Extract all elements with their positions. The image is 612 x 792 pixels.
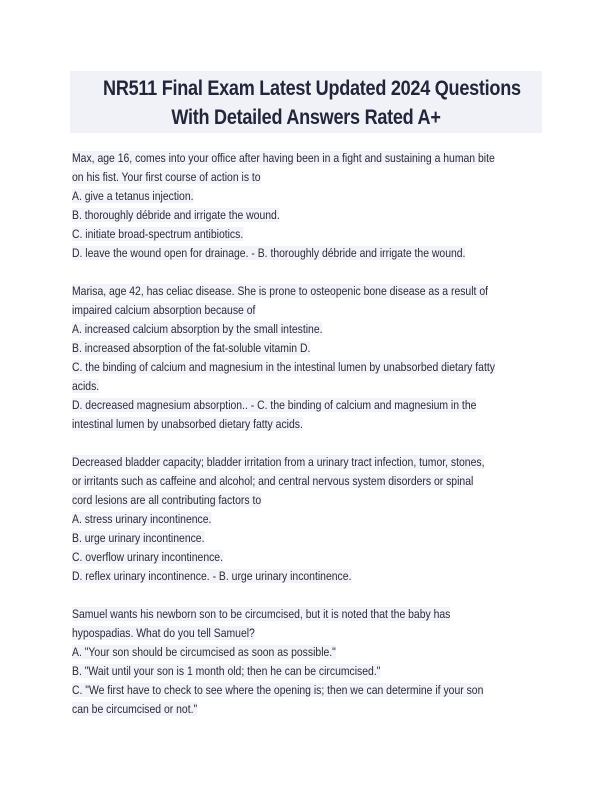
answer-option: D. decreased magnesium absorption.. - C. the binding of calcium and magnesium in the [72,398,477,412]
answer-option: acids. [72,379,100,393]
document-body [72,149,542,738]
text-line: Samuel wants his newborn son to be circumcised, but it is noted that the baby has [72,607,451,621]
text-line: impaired calcium absorption because of [72,303,256,317]
answer-option: D. reflex urinary incontinence. - B. urge urinary incontinence. [72,569,352,583]
answer-option: intestinal lumen by unabsorbed dietary fatty acids. [72,417,303,431]
text-line: Decreased bladder capacity; bladder irritation from a urinary tract infection, tumor, stones, [72,455,485,469]
text-line: Marisa, age 42, has celiac disease. She is prone to osteopenic bone disease as a result of [72,284,489,298]
answer-option: C. overflow urinary incontinence. [72,550,223,564]
answer-option: A. give a tetanus injection. [72,189,194,203]
answer-option: C. the binding of calcium and magnesium in the intestinal lumen by unabsorbed dietary fatty [72,360,495,374]
answer-option: B. urge urinary incontinence. [72,531,205,545]
answer-option: B. thoroughly débride and irrigate the wound. [72,208,280,222]
title-line-2: With Detailed Answers Rated A+ [171,106,441,129]
question-block [72,149,542,263]
text-line: hypospadias. What do you tell Samuel? [72,626,255,640]
text-line: on his fist. Your first course of action is to [72,170,261,184]
answer-option: A. stress urinary incontinence. [72,512,212,526]
text-line: Max, age 16, comes into your office after having been in a fight and sustaining a human bite [72,151,495,165]
question-block [72,605,542,719]
answer-option: can be circumcised or not." [72,702,198,716]
answer-option: A. "Your son should be circumcised as soon as possible." [72,645,336,659]
question-block [72,282,542,434]
answer-option: C. initiate broad-spectrum antibiotics. [72,227,244,241]
document-title [70,71,542,133]
title-line-1: NR511 Final Exam Latest Updated 2024 Questions [103,77,521,100]
question-block [72,453,542,586]
answer-option: B. increased absorption of the fat-soluble vitamin D. [72,341,311,355]
answer-option: D. leave the wound open for drainage. - B. thoroughly débride and irrigate the wound. [72,246,466,260]
answer-option: C. "We first have to check to see where the opening is; then we can determine if your son [72,683,484,697]
answer-option: B. "Wait until your son is 1 month old; then he can be circumcised." [72,664,381,678]
text-line: cord lesions are all contributing factors to [72,493,262,507]
text-line: or irritants such as caffeine and alcohol; and central nervous system disorders or spinal [72,474,474,488]
answer-option: A. increased calcium absorption by the small intestine. [72,322,323,336]
